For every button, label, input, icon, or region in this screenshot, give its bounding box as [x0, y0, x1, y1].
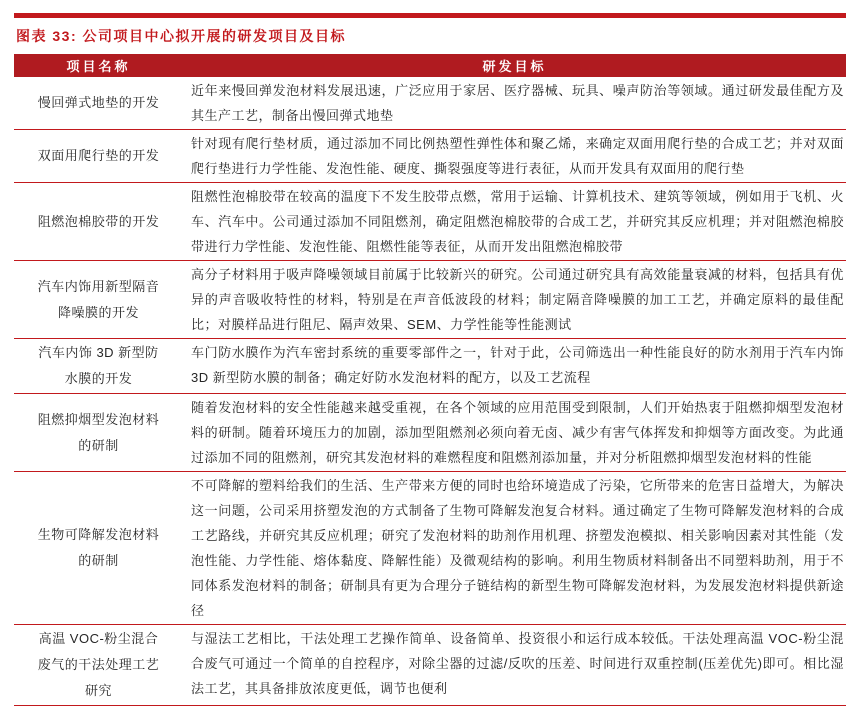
rd-goal-cell: 高分子材料用于吸声降噪领域目前属于比较新兴的研究。公司通过研究具有高效能量衰减的材料，包括具有优异的声音吸收特性的材料，特别是在声音低波段的材料；制定隔音降噪膜的加工工艺，并确定原料的最佳配比；对膜样品进行阻尼、隔声效果、SEM、力学性能等性能测试 [191, 267, 844, 332]
project-name-cell: 汽车内饰 3D 新型防水膜的开发 [38, 345, 159, 386]
table-row [14, 472, 846, 625]
table-row [14, 625, 846, 706]
table-row [14, 183, 846, 261]
table-row [14, 339, 846, 394]
project-name-cell: 慢回弹式地垫的开发 [37, 95, 160, 110]
column-header-rd-goal: 研发目标 [482, 59, 547, 74]
project-name-cell: 阻燃抑烟型发泡材料的研制 [37, 411, 160, 453]
table-row [14, 130, 846, 183]
project-name-cell: 阻燃泡棉胶带的开发 [37, 213, 160, 229]
project-name-cell: 双面用爬行垫的开发 [37, 148, 160, 163]
project-name-cell: 生物可降解发泡材料的研制 [37, 527, 160, 568]
table-row [14, 394, 846, 472]
rd-goal-cell: 近年来慢回弹发泡材料发展迅速，广泛应用于家居、医疗器械、玩具、噪声防治等领域。通过研发最佳配方及其生产工艺，制备出慢回弹式地垫 [191, 83, 844, 123]
figure-title: 图表 33: 公司项目中心拟开展的研发项目及目标 [16, 28, 347, 44]
report-page [0, 13, 860, 706]
table-row [14, 261, 846, 339]
rd-goal-cell: 针对现有爬行垫材质，通过添加不同比例热塑性弹性体和聚乙烯，来确定双面用爬行垫的合成工艺；并对双面爬行垫进行力学性能、发泡性能、硬度、撕裂强度等进行表征，从而开发具有双面用的爬行垫 [191, 136, 844, 176]
rd-projects-table [14, 54, 846, 706]
table-row [14, 77, 846, 130]
project-name-cell: 汽车内饰用新型隔音降噪膜的开发 [37, 278, 160, 320]
rd-goal-cell: 车门防水膜作为汽车密封系统的重要零部件之一，针对于此，公司筛选出一种性能良好的防水剂用于汽车内饰 3D 新型防水膜的制备；确定好防水发泡材料的配方，以及工艺流程 [191, 345, 844, 385]
top-divider [14, 13, 846, 18]
column-header-project-name: 项目名称 [66, 59, 131, 74]
project-name-cell: 高温 VOC-粉尘混合废气的干法处理工艺研究 [37, 631, 160, 698]
table-header-row [14, 54, 846, 77]
rd-goal-cell: 阻燃性泡棉胶带在较高的温度下不发生胶带点燃，常用于运输、计算机技术、建筑等领域，例如用于飞机、火车、汽车中。公司通过添加不同阻燃剂，确定阻燃泡棉胶带的合成工艺，并研究其反应机理；并对阻燃泡棉胶带进行力学性能、发泡性能、阻燃性能等表征，从而开发出阻燃泡棉胶带 [191, 189, 844, 254]
rd-goal-cell: 随着发泡材料的安全性能越来越受重视，在各个领域的应用范围受到限制，人们开始热衷于阻燃抑烟型发泡材料的研制。随着环境压力的加剧，添加型阻燃剂必须向着无卤、减少有害气体挥发和抑烟等方面改变。为此通过添加不同的阻燃剂，研究其发泡材料的难燃程度和阻燃剂添加量，并对分析阻燃抑烟型发泡材料的性能 [191, 400, 844, 465]
table-body [14, 77, 846, 706]
rd-goal-cell: 与湿法工艺相比，干法处理工艺操作简单、设备简单、投资很小和运行成本较低。干法处理高温 VOC-粉尘混合废气可通过一个简单的自控程序，对除尘器的过滤/反吹的压差、时间进行双重控制(压差优先)即可。相比湿法工艺，其具备排放浓度更低，调节也便利 [191, 631, 844, 696]
rd-goal-cell: 不可降解的塑料给我们的生活、生产带来方便的同时也给环境造成了污染，它所带来的危害日益增大，为解决这一问题，公司采用挤塑发泡的方式制备了生物可降解发泡复合材料。通过确定了生物可降解发泡材料的合成工艺路线，并研究其反应机理；研究了发泡材料的助剂作用机理、挤塑发泡模拟、相关影响因素对其性能（发泡性能、力学性能、熔体黏度、降解性能）及微观结构的影响。利用生物质材料制备出不同塑料助剂，用于不同体系发泡材料的制备；研制具有更为合理分子链结构的新型生物可降解发泡材料，为发展发泡材料提供新途径 [191, 478, 844, 618]
